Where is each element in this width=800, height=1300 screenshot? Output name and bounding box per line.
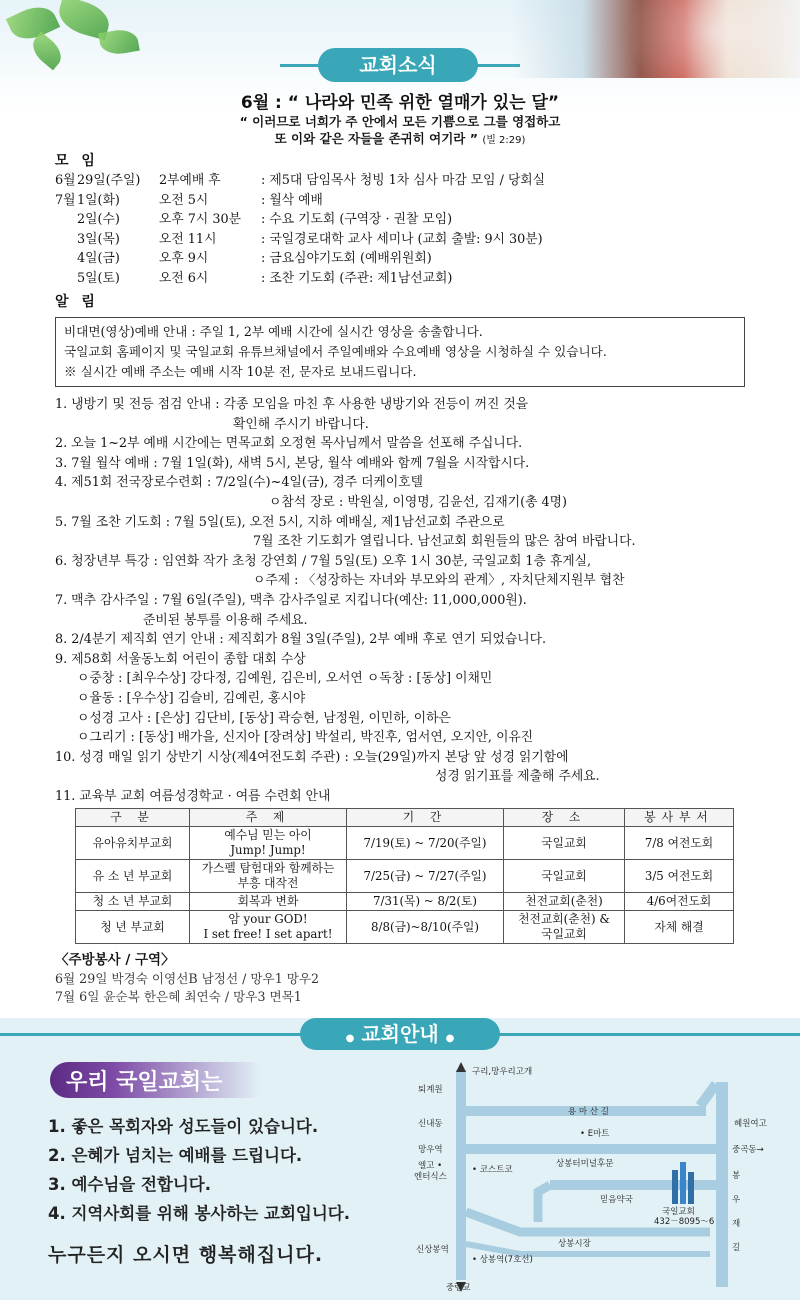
map-label: • 상봉역(7호선) [472,1255,533,1265]
table-cell [190,893,347,911]
schedule-row [55,249,745,269]
duty-line: 6월 29일 박경숙 이영선B 남정선 / 망우1 망우2 [55,971,320,987]
award-line: ㅇ중창 : [최우수상] 강다정, 김예원, 김은비, 오서연 ㅇ독창 : [동상] 이채민 [77,671,493,687]
cell-text: 유 소 년 부교회 [92,868,173,883]
news-banner: 교회소식 [318,48,478,82]
map-label: 중곡동→ [732,1145,764,1155]
cell-text: 천전교회(춘천) & [518,912,610,927]
table-cell [347,860,504,893]
cell-text: 가스펠 탐험대와 함께하는 [201,861,335,876]
cell-text: 청 년 부교회 [100,919,165,934]
schedule-time: 오후 9시 [159,251,209,266]
about-item: 3. 예수님을 전합니다. [48,1175,212,1194]
cell-text: 암 your GOD! [228,912,308,927]
map-label: 상봉터미널후문 [556,1159,614,1169]
cell-text: 청 소 년 부교회 [92,894,173,909]
box-line: ※ 실시간 예배 주소는 예배 시작 10분 전, 문자로 보내드립니다. [64,364,417,379]
table-cell [76,860,190,893]
notice-item: 8. 2/4분기 제직회 연기 안내 : 제직회가 8월 3일(주일), 2부 예배 후로 연기 되었습니다. [55,632,547,648]
table-row [76,893,734,911]
table-cell [504,893,625,911]
award-line: ㅇ성경 고사 : [은상] 김단비, [동상] 곽승현, 남정원, 이민하, 이하은 [77,710,451,726]
schedule-day: 29일(주일) [77,173,141,188]
news-content [55,90,745,1006]
schedule-event: : 수요 기도회 (구역장 · 권찰 모임) [261,212,453,227]
map-label: 상봉시장 [558,1239,591,1249]
map-road-lower [550,1180,728,1190]
table-cell [76,911,190,944]
table-cell [504,911,625,944]
notice-item: 7. 맥추 감사주일 : 7월 6일(주일), 맥추 감사주일로 지킵니다(예산: 11,000,000원). [55,592,527,608]
schedule-row [55,210,745,230]
cell-text: I set free! I set apart! [203,927,333,942]
map-label-north: 구리,망우리고개 [472,1067,533,1077]
map-label: 퇴계원 [418,1085,443,1095]
about-title-label: 우리 국일교회는 [66,1070,223,1095]
map-label-road: 용 마 산 길 [568,1107,609,1117]
cell-text: 유아유치부교회 [92,835,173,850]
col-header: 주 제 [190,809,347,827]
table-row [76,827,734,860]
notice-item: 3. 7월 월삭 예배 : 7월 1일(화), 새벽 5시, 본당, 월삭 예배와 함께 7월을 시작합시다. [55,455,530,471]
about-banner [300,1018,500,1050]
table-cell [347,893,504,911]
notice-items [55,395,745,806]
scripture-line-1: “ 이러므로 너희가 주 안에서 모든 기쁨으로 그를 영접하고 [239,114,561,129]
award-line: ㅇ율동 : [우수상] 김슬비, 김예린, 홍시야 [77,690,306,706]
table-cell [625,860,734,893]
schedule-row [55,269,745,289]
cell-text: 자체 해결 [654,919,704,934]
notice-item: 6. 청장년부 특강 : 임연화 작가 초청 강연회 / 7월 5일(토) 오후 1시 30분, 국일교회 1층 휴게실, [55,553,592,569]
church-building-icon [672,1170,678,1204]
schedule-heading: 모 임 [55,153,99,169]
schedule-time: 2부예배 후 [159,173,221,188]
schedule-time: 오전 11시 [159,231,217,247]
schedule-event: : 조찬 기도회 (주관: 제1남선교회) [261,270,453,286]
col-header: 기 간 [347,809,504,827]
cell-text: 부흥 대작전 [237,876,299,891]
summer-camp-table [75,808,734,944]
scripture-ref: (빌 2:29) [482,135,526,146]
schedule-day: 4일(금) [77,251,120,266]
cell-text: 국일교회 [541,927,587,942]
about-item: 2. 은혜가 넘치는 예배를 드립니다. [48,1146,303,1165]
table-cell [625,911,734,944]
table-cell [76,893,190,911]
table-cell [625,827,734,860]
cell-text: 예수님 믿는 아이 [224,828,312,843]
map-label: 혜원여고 [734,1119,767,1129]
about-list [48,1112,350,1228]
table-cell [76,827,190,860]
col-header: 구 분 [76,809,190,827]
schedule-event: : 국일경로대학 교사 세미나 (교회 출발: 9시 30분) [261,231,543,247]
map-label: 믿음약국 [600,1195,633,1205]
choir-photo [510,0,800,78]
church-building-icon [680,1162,686,1204]
award-line: ㅇ그리기 : [동상] 배가을, 신지아 [장려상] 박설리, 박진후, 엄서연, 오지안, 이유진 [77,730,534,746]
church-building-icon [688,1172,694,1204]
scripture-line-2: 또 이와 같은 자들을 존귀히 여기라 ” (빌 2:29) [274,131,526,146]
schedule-day: 3일(목) [77,231,120,247]
map-label: 길 [732,1243,741,1253]
cell-text: 국일교회 [541,868,587,883]
map-label: 엔터식스 [414,1172,447,1182]
schedule-row [55,191,745,211]
cell-text: 국일교회 [541,835,587,850]
cell-text: Jump! Jump! [230,843,306,858]
notice-item: 1. 냉방기 및 전등 점검 안내 : 각종 모임을 마친 후 사용한 냉방기와 전등이 꺼진 것을 [55,397,529,412]
map-label: 엘고 • [418,1161,443,1171]
notice-item: 10. 성경 매일 읽기 상반기 시상(제4여전도회 주관) : 오늘(29일)까지 본당 앞 성경 읽기함에 [55,749,569,765]
table-row [76,860,734,893]
map-label: • E마트 [580,1129,610,1139]
schedule-list [55,171,745,288]
cell-text: 7/31(목) ~ 8/2(토) [372,894,478,909]
table-cell [190,860,347,893]
map-label: • 코스트코 [472,1165,513,1175]
table-cell [625,893,734,911]
schedule-time: 오전 6시 [159,270,209,286]
schedule-month [55,210,77,230]
schedule-time: 오전 5시 [159,192,209,208]
table-cell [347,911,504,944]
cell-text: 4/6여전도회 [646,894,712,909]
map-road-left [456,1070,466,1280]
about-title [50,1062,260,1098]
schedule-event: : 금요심야기도회 (예배위원회) [261,251,432,266]
cell-text: 회복과 변화 [237,894,299,909]
map-label-phone: 432－8095～6 [654,1217,715,1227]
map-label: 망우역 [418,1145,443,1155]
page-title: 6월 : “ 나라와 민족 위한 열매가 있는 달” [240,93,560,113]
bullet-icon: ● [438,1033,455,1044]
cell-text: 3/5 여전도회 [644,868,714,883]
cell-text: 7/19(토) ~ 7/20(주일) [363,835,487,850]
schedule-day: 2일(수) [77,212,120,227]
table-row [76,911,734,944]
schedule-day: 1일(화) [77,192,120,208]
table-body [76,827,734,944]
col-header: 봉사부서 [625,809,734,827]
notice-item-cont: 7월 조찬 기도회가 열립니다. 남선교회 회원들의 많은 참여 바랍니다. [253,534,636,550]
notice-item: 4. 제51회 전국장로수련회 : 7/2일(수)~4일(금), 경주 더케이호텔 [55,475,423,491]
notice-item-cont: 확인해 주시기 바랍니다. [233,416,369,432]
notice-item: 5. 7월 조찬 기도회 : 7월 5일(토), 오전 5시, 지하 예배실, 제1남선교회 주관으로 [55,514,505,530]
table-cell [347,827,504,860]
about-item: 1. 좋은 목회자와 성도들이 있습니다. [48,1117,319,1136]
table-cell [504,860,625,893]
notice-item-cont: ㅇ주제 : 〈성장하는 자녀와 부모와의 관계〉, 자치단체지원부 협찬 [253,573,625,589]
table-cell [190,827,347,860]
schedule-row [55,171,745,191]
schedule-event: : 제5대 담임목사 청빙 1차 심사 마감 모임 / 당회실 [261,173,546,188]
map-label: 재 [732,1219,741,1229]
notice-item: 11. 교육부 교회 여름성경학교 · 여름 수련회 안내 [55,788,331,804]
online-worship-box [55,317,745,387]
map-label: 신내동 [418,1119,443,1129]
table-cell [504,827,625,860]
map-road-middle [456,1144,728,1154]
duty-line: 7월 6일 윤순복 한은혜 최연숙 / 망우3 면목1 [55,989,302,1005]
map-label: 우 [732,1195,741,1205]
map-label-south: 중랑교 [446,1283,471,1292]
slogan: 누구든지 오시면 행복해집니다. [48,1244,324,1266]
table-header-row [76,809,734,827]
notice-item: 9. 제58회 서울동노회 어린이 종합 대회 수상 [55,651,306,667]
schedule-month: 6월 [55,173,76,188]
cell-text: 7/8 여전도회 [644,835,714,850]
schedule-month [55,230,77,250]
map-label: 봉 [732,1171,741,1181]
notice-item-cont: 성경 읽기표를 제출해 주세요. [435,769,600,785]
cell-text: 천전교회(춘천) [525,894,603,909]
cell-text: 8/8(금)~8/10(주일) [371,919,479,934]
schedule-month [55,269,77,289]
map-label-church: 국일교회 [662,1207,695,1217]
notice-item-cont: ㅇ참석 장로 : 박원실, 이영명, 김윤선, 김재기(총 4명) [269,494,567,510]
duty-heading: 〈주방봉사 / 구역〉 [55,952,175,969]
about-banner-label: 교회안내 [361,1022,439,1046]
schedule-row [55,230,745,250]
schedule-day: 5일(토) [77,270,120,286]
col-header: 장 소 [504,809,625,827]
cell-text: 7/25(금) ~ 7/27(주일) [363,868,487,883]
table-cell [190,911,347,944]
schedule-event: : 월삭 예배 [261,192,323,208]
bullet-icon: ● [345,1033,362,1044]
schedule-month: 7월 [55,192,76,208]
location-map [410,1062,790,1292]
notice-heading: 알 림 [55,294,99,310]
schedule-month [55,249,77,269]
map-label: 신상봉역 [416,1245,449,1255]
schedule-time: 오후 7시 30분 [159,212,242,227]
box-line: 국일교회 홈페이지 및 국일교회 유튜브채널에서 주일예배와 수요예배 영상을 시청하실 수 있습니다. [64,344,607,359]
notice-item-cont: 준비된 봉투를 이용해 주세요. [143,612,308,628]
notice-item: 2. 오늘 1~2부 예배 시간에는 면목교회 오정현 목사님께서 말씀을 선포해 주십니다. [55,436,523,452]
box-line: 비대면(영상)예배 안내 : 주일 1, 2부 예배 시간에 실시간 영상을 송출합니다. [64,324,483,339]
about-item: 4. 지역사회를 위해 봉사하는 교회입니다. [48,1204,351,1223]
